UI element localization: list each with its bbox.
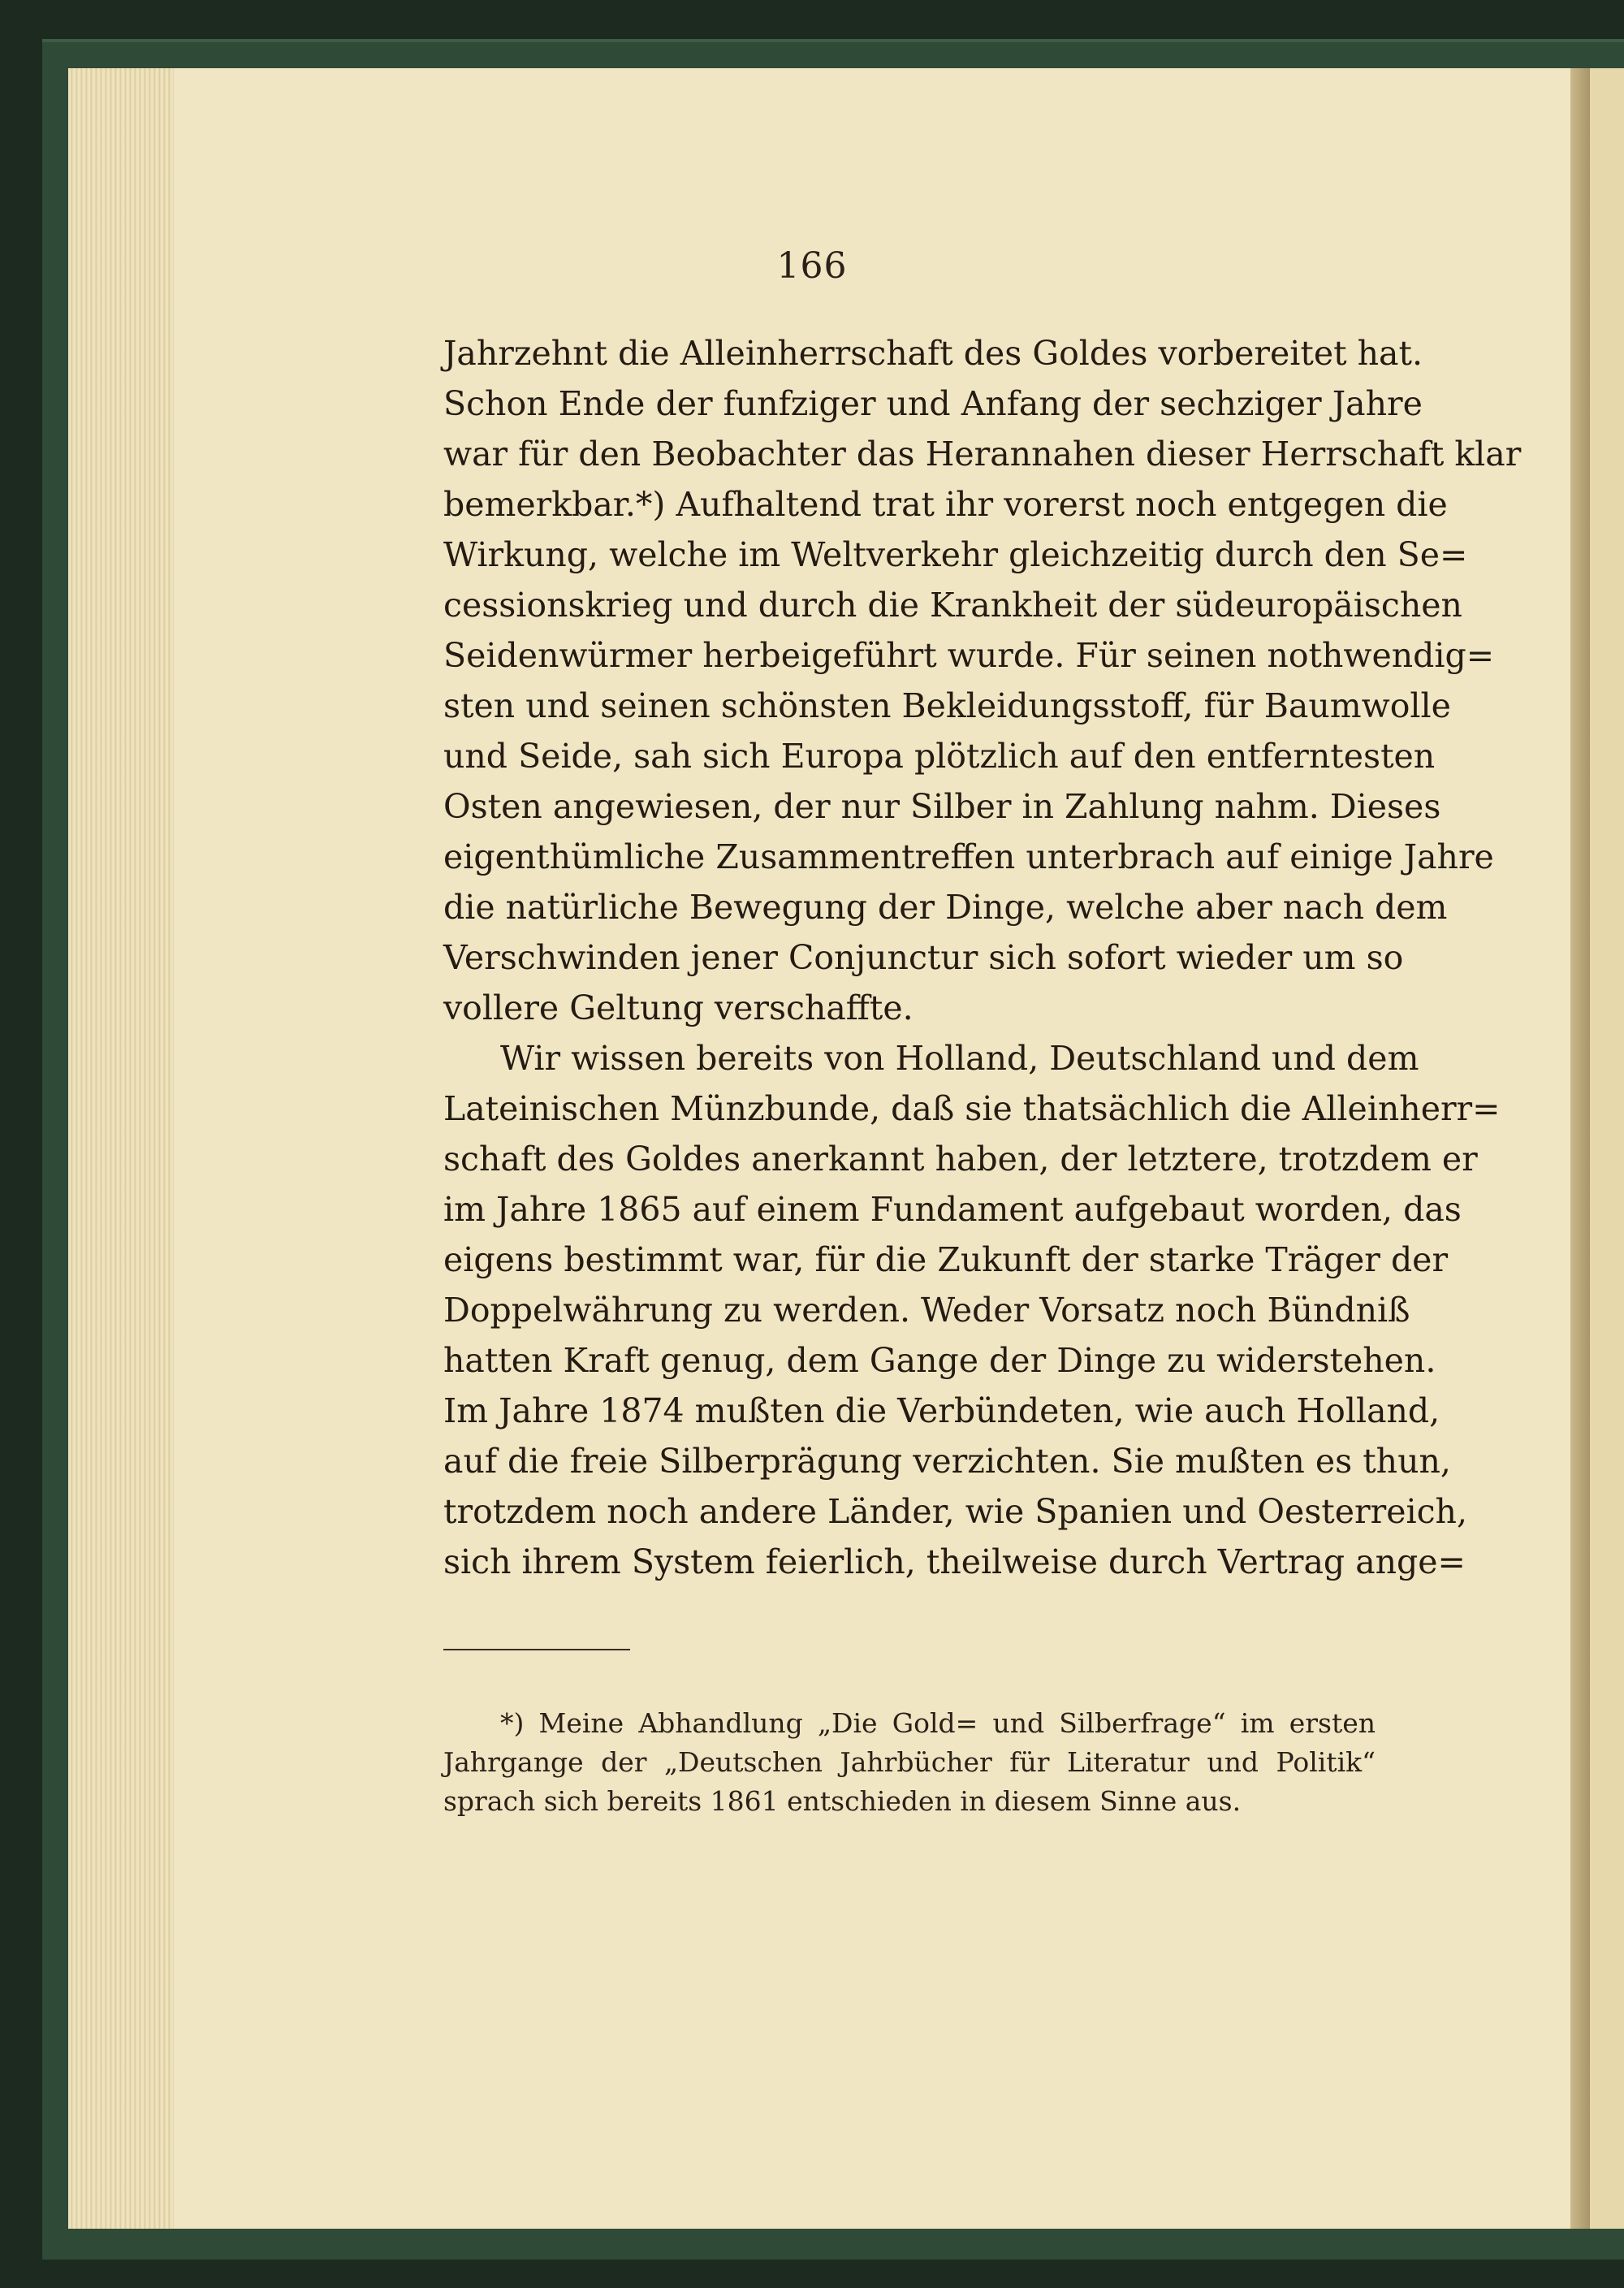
text-line: sich ihrem System feierlich, theilweise durch Vertrag ange= bbox=[443, 1542, 1466, 1581]
paragraph bbox=[443, 328, 1522, 1033]
page-number: 166 bbox=[776, 245, 848, 287]
text-line: die natürliche Bewegung der Dinge, welche aber nach dem bbox=[443, 888, 1448, 927]
text-line: Schon Ende der funfziger und Anfang der sechziger Jahre bbox=[443, 384, 1423, 423]
text-line: war für den Beobachter das Herannahen dieser Herrschaft klar bbox=[443, 435, 1522, 474]
text-line: Jahrzehnt die Alleinherrschaft des Goldes vorbereitet hat. bbox=[443, 334, 1423, 373]
text-line: bemerkbar.*) Aufhaltend trat ihr vorerst noch entgegen die bbox=[443, 485, 1448, 524]
page-edges bbox=[68, 68, 174, 2229]
text-line: vollere Geltung verschaffte. bbox=[443, 988, 914, 1027]
book-gutter bbox=[1570, 68, 1590, 2229]
text-line: Doppelwährung zu werden. Weder Vorsatz noch Bündniß bbox=[443, 1291, 1410, 1330]
text-line: Im Jahre 1874 mußten die Verbündeten, wie auch Holland, bbox=[443, 1391, 1440, 1430]
text-line: Verschwinden jener Conjunctur sich sofort wieder um so bbox=[443, 938, 1404, 977]
footnote-line: *) Meine Abhandlung „Die Gold= und Silberfrage“ im ersten bbox=[500, 1707, 1376, 1739]
text-line: Osten angewiesen, der nur Silber in Zahlung nahm. Dieses bbox=[443, 787, 1441, 826]
footnote bbox=[443, 1704, 1376, 1821]
text-line: Seidenwürmer herbeigeführt wurde. Für seinen nothwendig= bbox=[443, 636, 1495, 675]
footnote-line: Jahrgange der „Deutschen Jahrbücher für Literatur und Politik“ bbox=[443, 1746, 1376, 1778]
text-line: trotzdem noch andere Länder, wie Spanien und Oesterreich, bbox=[443, 1492, 1467, 1531]
footnote-line: sprach sich bereits 1861 entschieden in diesem Sinne aus. bbox=[443, 1785, 1242, 1817]
text-line: schaft des Goldes anerkannt haben, der letztere, trotzdem er bbox=[443, 1140, 1478, 1179]
text-line: hatten Kraft genug, dem Gange der Dinge zu widerstehen. bbox=[443, 1341, 1436, 1380]
text-line: sten und seinen schönsten Bekleidungsstoff, für Baumwolle bbox=[443, 686, 1451, 725]
text-line: und Seide, sah sich Europa plötzlich auf den entferntesten bbox=[443, 737, 1436, 776]
text-line: eigenthümliche Zusammentreffen unterbrach auf einige Jahre bbox=[443, 837, 1494, 876]
paragraph bbox=[443, 1033, 1501, 1587]
text-line: Lateinischen Münzbunde, daß sie thatsächlich die Alleinherr= bbox=[443, 1089, 1501, 1128]
text-line: eigens bestimmt war, für die Zukunft der starke Träger der bbox=[443, 1240, 1449, 1279]
text-line: cessionskrieg und durch die Krankheit der südeuropäischen bbox=[443, 586, 1462, 625]
text-line: Wir wissen bereits von Holland, Deutschland und dem bbox=[500, 1039, 1419, 1078]
footnote-rule bbox=[443, 1649, 630, 1650]
facing-page-edge bbox=[1590, 68, 1624, 2229]
text-line: auf die freie Silberprägung verzichten. Sie mußten es thun, bbox=[443, 1442, 1451, 1481]
text-line: Wirkung, welche im Weltverkehr gleichzeitig durch den Se= bbox=[443, 535, 1468, 574]
text-line: im Jahre 1865 auf einem Fundament aufgebaut worden, das bbox=[443, 1190, 1462, 1229]
body-text bbox=[443, 328, 1522, 1587]
